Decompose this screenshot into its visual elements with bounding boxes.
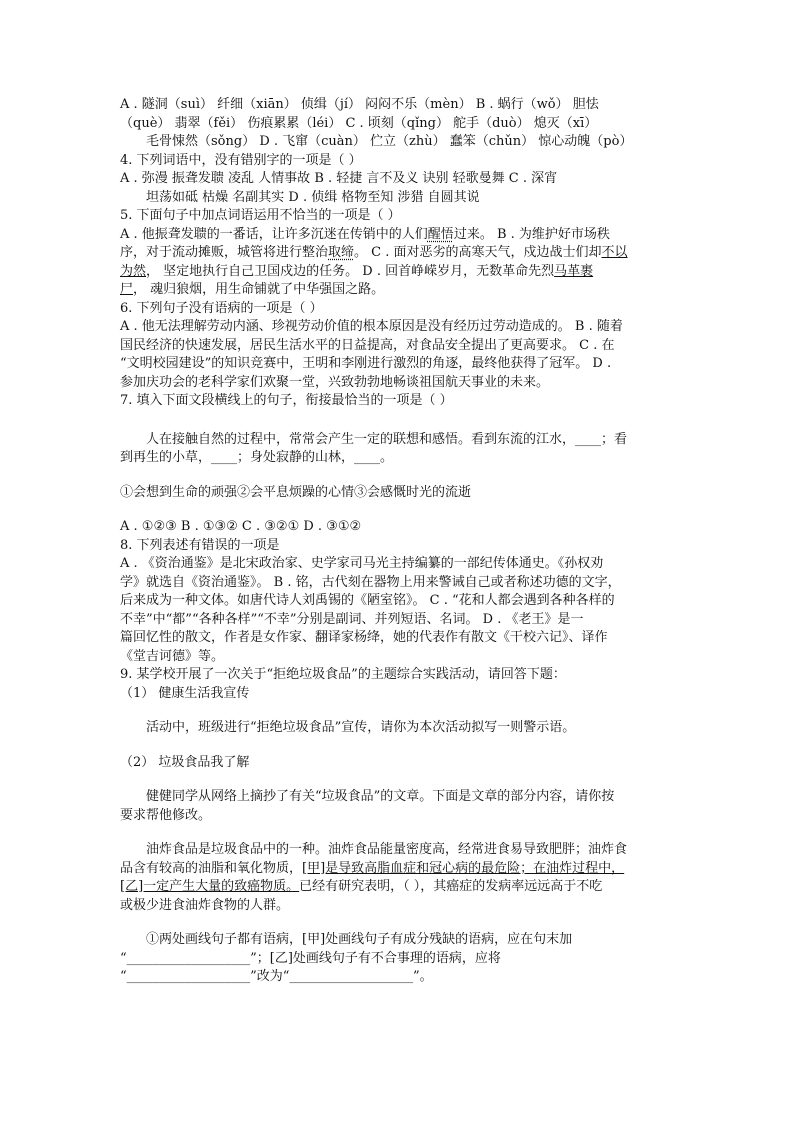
text-segment: 序，对于流动摊贩，城管将进行整治 — [120, 245, 329, 260]
question-stem: 4. 下列词语中，没有错别字的一项是（ ） — [120, 152, 362, 168]
text-line: 《堂吉诃德》等。 — [120, 648, 225, 664]
text-segment: 品含有较高的油脂和氧化物质， — [120, 860, 303, 876]
text-line: 毛骨悚然（sǒng） D . 飞窜（cuàn） 伫立（zhù） 蠢笨（chǔn） 惊心动魄（pò） — [146, 134, 633, 149]
task-line: ①两处画线句子都有语病，[甲]处画线句子有成分残缺的语病，应在句末加 — [146, 932, 573, 947]
options-line: A . ①②③ B . ①③② C . ③②① D . ③①② — [120, 519, 362, 534]
question-7 — [120, 392, 676, 537]
text-line: 篇回忆性的散文，作者是女作家、翻译家杨绛，她的代表作有散文《干校六记》、译作 — [120, 630, 608, 645]
text-segment: 已经有研究表明，（ ），其癌症的发病率远远高于不吃 — [299, 879, 603, 894]
text-line: 国民经济的快速发展，居民生活水平的日益提高，对食品安全提出了更高要求。 C . 在 — [120, 337, 615, 353]
exam-page — [120, 96, 676, 987]
items-line: ①会想到生命的顽强②会平息烦躁的心情③会感慨时光的流逝 — [120, 484, 472, 500]
text-line — [120, 263, 676, 282]
text-line: 不幸”中“都”“各种各样”“不幸”分别是副词、并列短语、名词。 D . 《老王》是一 — [120, 611, 584, 627]
dotted-word: 醒悟 — [427, 226, 454, 242]
question-stem: 7. 填入下面文段横线上的句子，衔接最恰当的一项是（ ） — [120, 393, 453, 408]
underlined-word: 马革裹 — [554, 263, 594, 279]
article-line — [120, 860, 676, 879]
article-line — [120, 878, 676, 897]
dotted-word: 取缔 — [328, 245, 355, 260]
question-stem: 6. 下列句子没有语病的一项是（ ） — [120, 300, 323, 316]
text-line: （què） 翡翠（fěi） 伤痕累累（léi） C . 顷刻（qǐng） 舵手（duò） 熄灭（xī） — [120, 115, 598, 131]
question-stem: 8. 下列表述有错误的一项是 — [120, 537, 280, 553]
question-9 — [120, 666, 676, 987]
text-line — [120, 226, 676, 245]
task-line: “___________________”；[乙]处画线句子有不合事理的语病，应将 — [120, 950, 501, 966]
underlined-sentence-yi: [乙]一定产生大量的致癌物质。 — [120, 879, 300, 894]
text-line: A . 隧洞（suì） 纤细（xiān） 侦缉（jí） 闷闷不乐（mèn） B . 蜗行（wǒ） 胆怯 — [120, 97, 599, 112]
text-segment: A . 他振聋发聩的一番话，让许多沉迷在传销中的人们 — [120, 226, 428, 242]
underlined-sentence-jia: [甲]是导致高脂血症和冠心病的最危险；在油炸过程中， — [302, 860, 625, 876]
question-5 — [120, 207, 676, 300]
subquestion-title: （2） 垃圾食品我了解 — [120, 754, 250, 770]
question-8 — [120, 537, 676, 667]
text-segment: ， 坚定地执行自己卫国戍边的任务。 D . 回首峥嵘岁月，无数革命先烈 — [146, 263, 555, 279]
text-segment: 。 C . 面对恶劣的高寒天气，戍边战士们却 — [354, 245, 602, 260]
text-line: 参加庆功会的老科学家们欢聚一堂，兴致勃勃地畅谈祖国航天事业的未来。 — [120, 374, 550, 390]
text-line: “文明校园建设”的知识竞赛中，王明和李刚进行激烈的角逐，最终他获得了冠军。 D . — [120, 356, 612, 371]
text-line: 后来成为一种文体。如唐代诗人刘禹锡的《陋室铭》。 C . “花和人都会遇到各种各样的 — [120, 593, 615, 608]
text-line — [120, 281, 676, 300]
article-line: 或极少进食油炸食物的人群。 — [120, 897, 290, 913]
underlined-word: 尸 — [120, 282, 134, 297]
text-line — [120, 244, 676, 263]
question-4 — [120, 152, 676, 208]
text-line: A . 弥漫 振聋发聩 凌乱 人情事故 B . 轻捷 言不及义 诀别 轻歌曼舞 C . 深宵 — [120, 171, 558, 186]
passage-line: 人在接触自然的过程中，常常会产生一定的联想和感悟。看到东流的江水，____；看 — [146, 431, 628, 447]
question-3-options — [120, 96, 676, 152]
subquestion-text: 活动中，班级进行“拒绝垃圾食品”宣传，请你为本次活动拟写一则警示语。 — [146, 720, 576, 735]
task-line: “___________________”改为“___________________”。 — [120, 969, 433, 984]
subquestion-title: （1） 健康生活我宣传 — [120, 685, 250, 701]
text-segment: 过来。 B . 为维护好市场秩 — [453, 226, 610, 242]
article-line: 油炸食品是垃圾食品中的一种。油炸食品能量密度高，经常进食易导致肥胖；油炸食 — [146, 842, 628, 857]
question-stem: 9. 某学校开展了一次关于“拒绝垃圾食品”的主题综合实践活动，请回答下题： — [120, 667, 566, 682]
subquestion-text: 要求帮他修改。 — [120, 807, 212, 823]
passage-line: 到再生的小草，____；身处寂静的山林，____。 — [120, 450, 394, 465]
question-6 — [120, 300, 676, 393]
text-line: A . 他无法理解劳动内涵、珍视劳动价值的根本原因是没有经历过劳动造成的。 B . 随着 — [120, 319, 623, 334]
underlined-word: 为然 — [120, 263, 147, 279]
text-line: A . 《资治通鉴》是北宋政治家、史学家司马光主持编纂的一部纪传体通史。《孙权劝 — [120, 556, 604, 571]
text-line: 学》就选自《资治通鉴》。 B . 铭，古代刻在器物上用来警诫自己或者称述功德的文字， — [120, 574, 621, 590]
text-line: 坦荡如砥 枯燥 名副其实 D . 侦缉 格物至知 涉猎 自圆其说 — [146, 189, 480, 205]
text-segment: ， 魂归狼烟，用生命铺就了中华强国之路。 — [133, 282, 385, 297]
question-stem: 5. 下面句子中加点词语运用不恰当的一项是（ ） — [120, 208, 401, 223]
subquestion-text: 健健同学从网络上摘抄了有关“垃圾食品”的文章。下面是文章的部分内容，请你按 — [146, 789, 615, 804]
underlined-word: 不以 — [601, 245, 628, 260]
